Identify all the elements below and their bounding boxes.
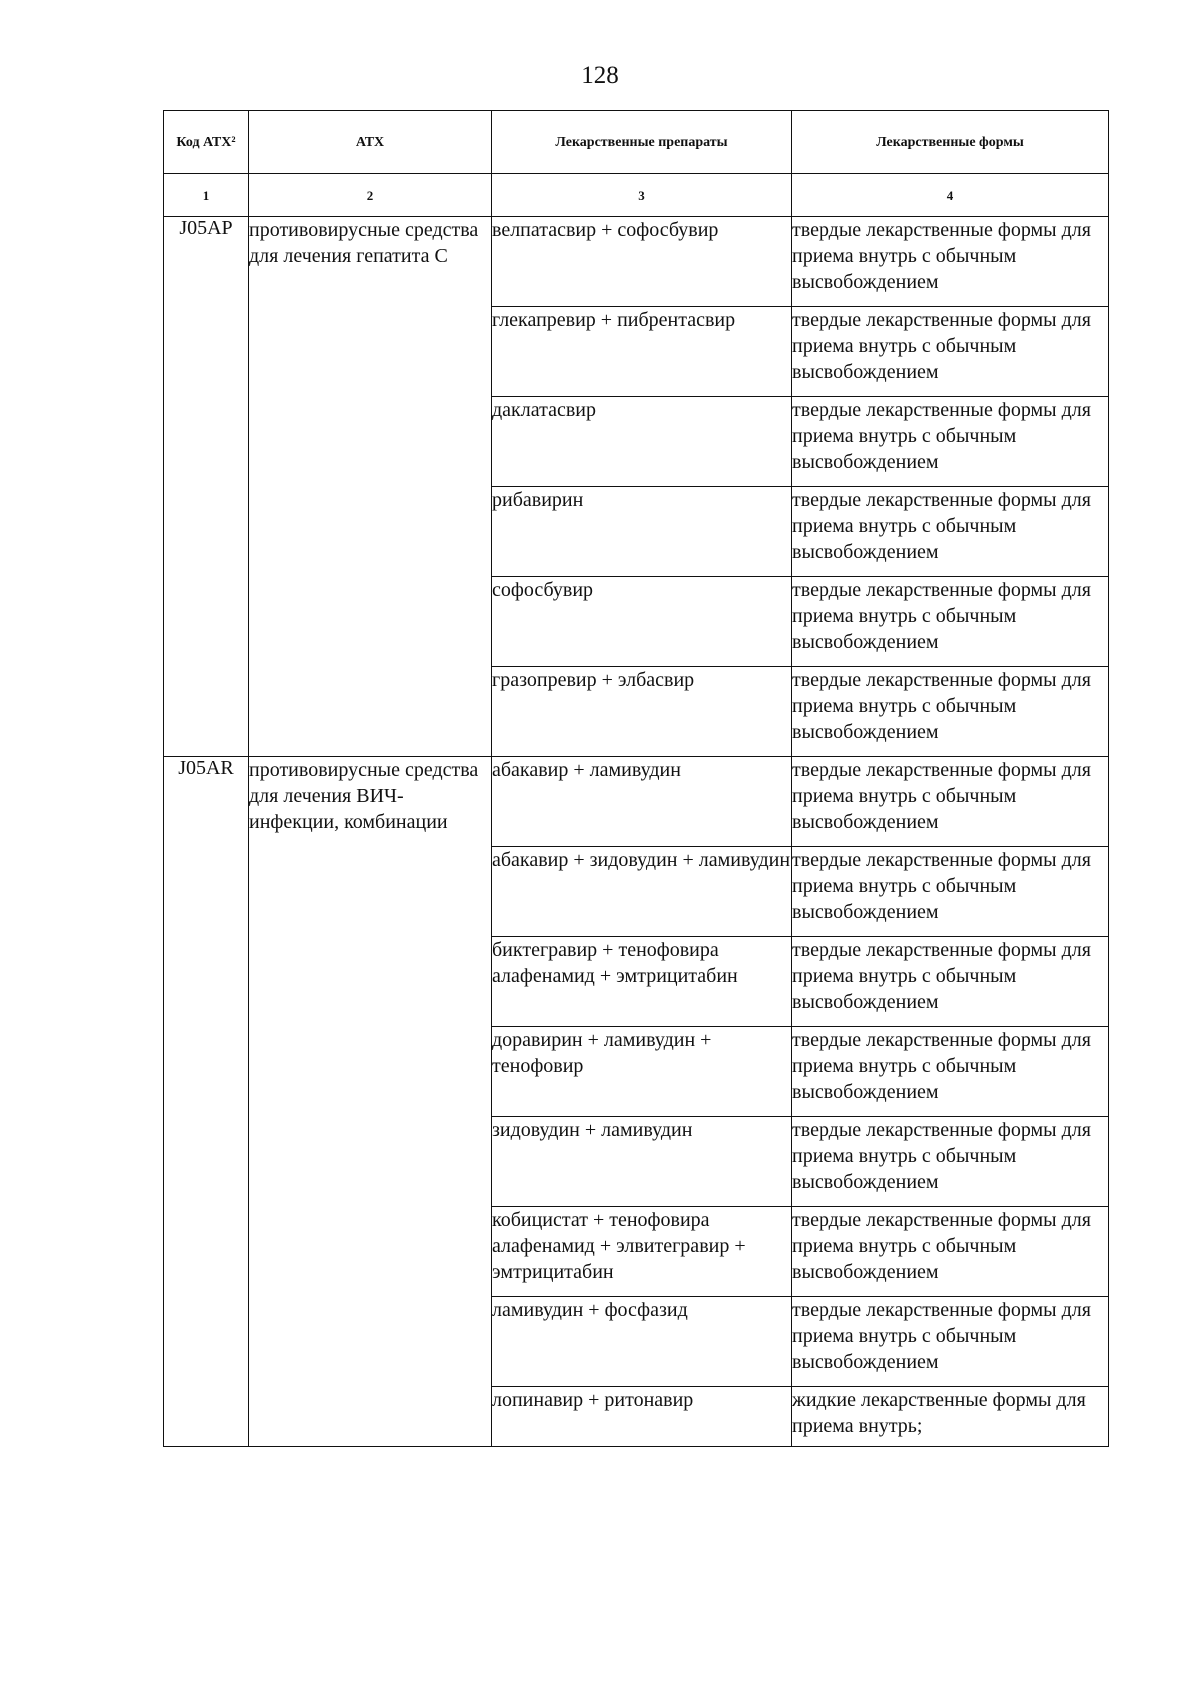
dosage-form: твердые лекарственные формы для приема внутрь с обычным высвобождением xyxy=(792,1027,1109,1117)
header-atx: АТХ xyxy=(249,111,492,174)
dosage-form: твердые лекарственные формы для приема внутрь с обычным высвобождением xyxy=(792,397,1109,487)
table-row xyxy=(164,757,1109,847)
drug-name: рибавирин xyxy=(492,487,792,577)
dosage-form: твердые лекарственные формы для приема внутрь с обычным высвобождением xyxy=(792,577,1109,667)
dosage-form: твердые лекарственные формы для приема внутрь с обычным высвобождением xyxy=(792,1117,1109,1207)
drug-name: глекапревир + пибрентасвир xyxy=(492,307,792,397)
column-number: 4 xyxy=(792,174,1109,217)
atx-code: J05AR xyxy=(164,757,249,1447)
dosage-form: твердые лекарственные формы для приема внутрь с обычным высвобождением xyxy=(792,847,1109,937)
dosage-form: твердые лекарственные формы для приема внутрь с обычным высвобождением xyxy=(792,667,1109,757)
column-number: 2 xyxy=(249,174,492,217)
drug-name: ламивудин + фосфазид xyxy=(492,1297,792,1387)
column-number-row xyxy=(164,174,1109,217)
drug-name: кобицистат + тенофовира алафенамид + элвитегравир + эмтрицитабин xyxy=(492,1207,792,1297)
column-number: 1 xyxy=(164,174,249,217)
dosage-form: твердые лекарственные формы для приема внутрь с обычным высвобождением xyxy=(792,757,1109,847)
page-number: 128 xyxy=(581,62,619,89)
atx-table xyxy=(163,110,1109,1447)
drug-name: зидовудин + ламивудин xyxy=(492,1117,792,1207)
header-drugs: Лекарственные препараты xyxy=(492,111,792,174)
drug-name: лопинавир + ритонавир xyxy=(492,1387,792,1447)
dosage-form: твердые лекарственные формы для приема внутрь с обычным высвобождением xyxy=(792,487,1109,577)
drug-name: биктегравир + тенофовира алафенамид + эмтрицитабин xyxy=(492,937,792,1027)
drug-name: велпатасвир + софосбувир xyxy=(492,217,792,307)
column-number: 3 xyxy=(492,174,792,217)
table-row xyxy=(164,217,1109,307)
drug-name: софосбувир xyxy=(492,577,792,667)
header-row xyxy=(164,111,1109,174)
dosage-form: твердые лекарственные формы для приема внутрь с обычным высвобождением xyxy=(792,217,1109,307)
atx-group-name: противовирусные средства для лечения ВИЧ-инфекции, комбинации xyxy=(249,757,492,1447)
dosage-form: твердые лекарственные формы для приема внутрь с обычным высвобождением xyxy=(792,937,1109,1027)
atx-code: J05AP xyxy=(164,217,249,757)
drug-name: абакавир + ламивудин xyxy=(492,757,792,847)
dosage-form: твердые лекарственные формы для приема внутрь с обычным высвобождением xyxy=(792,1207,1109,1297)
header-forms: Лекарственные формы xyxy=(792,111,1109,174)
dosage-form: жидкие лекарственные формы для приема внутрь; xyxy=(792,1387,1109,1447)
dosage-form: твердые лекарственные формы для приема внутрь с обычным высвобождением xyxy=(792,307,1109,397)
header-code: Код АТХ² xyxy=(164,111,249,174)
drug-name: гразопревир + элбасвир xyxy=(492,667,792,757)
drug-name: абакавир + зидовудин + ламивудин xyxy=(492,847,792,937)
atx-group-name: противовирусные средства для лечения гепатита C xyxy=(249,217,492,757)
drug-name: доравирин + ламивудин + тенофовир xyxy=(492,1027,792,1117)
drug-name: даклатасвир xyxy=(492,397,792,487)
dosage-form: твердые лекарственные формы для приема внутрь с обычным высвобождением xyxy=(792,1297,1109,1387)
